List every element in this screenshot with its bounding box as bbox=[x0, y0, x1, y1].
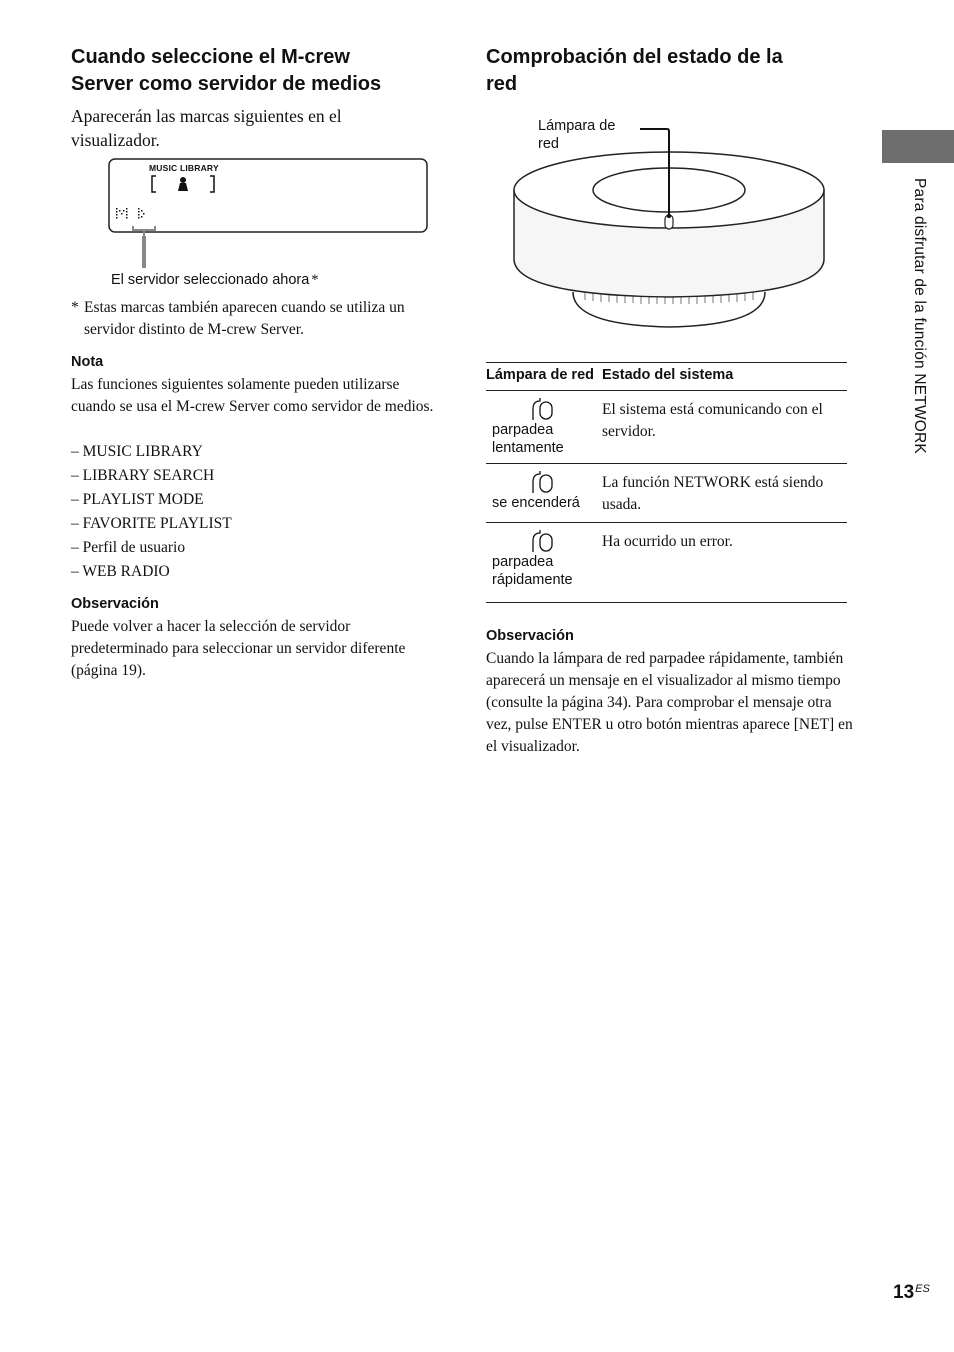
sidebar-title: Para disfrutar de la función NETWORK bbox=[911, 178, 928, 454]
page-number bbox=[893, 1282, 930, 1304]
lamp-label-line1: Lámpara de bbox=[538, 118, 616, 134]
table-row bbox=[486, 391, 847, 464]
table-row bbox=[486, 464, 847, 523]
list-item: – WEB RADIO bbox=[71, 563, 170, 580]
list-item: – Perfil de usuario bbox=[71, 539, 186, 556]
lamp-blink-fast-icon bbox=[532, 529, 554, 553]
footnote bbox=[71, 297, 446, 341]
lamp-status-table bbox=[486, 362, 847, 603]
display-illustration bbox=[108, 158, 430, 236]
footnote-asterisk: * bbox=[71, 299, 79, 316]
table-cell-state: El sistema está comunicando con el servidor. bbox=[602, 391, 847, 464]
table-cell-state: La función NETWORK está siendo usada. bbox=[602, 464, 847, 523]
footnote-text: Estas marcas también aparecen cuando se utiliza un servidor distinto de M-crew Server. bbox=[84, 299, 405, 338]
lamp-blink-slow-icon bbox=[532, 397, 554, 421]
display-label: MUSIC LIBRARY bbox=[149, 163, 219, 173]
right-title-line1: Comprobación del estado de la bbox=[486, 46, 783, 68]
list-item: – LIBRARY SEARCH bbox=[71, 467, 215, 484]
table-row bbox=[486, 523, 847, 603]
callout-label: El servidor seleccionado ahora bbox=[111, 272, 310, 288]
table-header-row bbox=[486, 363, 847, 391]
page-number-value: 13 bbox=[893, 1282, 915, 1303]
lamp-label-line2: red bbox=[538, 136, 559, 152]
lamp-state-label: parpadea rápidamente bbox=[492, 554, 573, 588]
lamp-state-label: parpadea lentamente bbox=[492, 422, 564, 456]
right-obs-heading: Observación bbox=[486, 628, 574, 644]
left-title-line1: Cuando seleccione el M-crew bbox=[71, 46, 350, 68]
left-obs-heading: Observación bbox=[71, 596, 159, 612]
callout-asterisk: * bbox=[311, 272, 319, 288]
lamp-state-label: se encenderá bbox=[492, 495, 580, 511]
page-language-suffix: ES bbox=[915, 1283, 930, 1295]
nota-heading: Nota bbox=[71, 354, 104, 370]
right-section-title bbox=[486, 44, 866, 98]
list-item: – FAVORITE PLAYLIST bbox=[71, 515, 232, 532]
table-header-state: Estado del sistema bbox=[602, 363, 847, 391]
left-section-title bbox=[71, 44, 471, 98]
table-header-lamp: Lámpara de red bbox=[486, 363, 602, 391]
left-title-line2: Server como servidor de medios bbox=[71, 73, 382, 95]
sidebar-tab-marker bbox=[882, 130, 954, 163]
right-title-line2: red bbox=[486, 73, 518, 95]
list-item: – PLAYLIST MODE bbox=[71, 491, 204, 508]
lamp-on-icon bbox=[532, 470, 554, 494]
callout-text bbox=[111, 271, 319, 289]
nota-text: Las funciones siguientes solamente pueden utilizarse cuando se usa el M-crew Server como servidor de medios. bbox=[71, 376, 434, 415]
table-cell-lamp bbox=[486, 523, 602, 603]
speaker-device-icon bbox=[505, 120, 835, 345]
callout-line bbox=[142, 236, 146, 268]
list-item: – MUSIC LIBRARY bbox=[71, 443, 203, 460]
table-cell-lamp bbox=[486, 391, 602, 464]
right-obs-text: Cuando la lámpara de red parpadee rápidamente, también aparecerá un mensaje en el visualizador al mismo tiempo (consulte la página 34). Para comprobar el mensaje otra vez, pulse ENTER u otro botón mientras aparece [NET] en el visualizador. bbox=[486, 650, 853, 755]
nota-list bbox=[71, 440, 232, 584]
table-cell-state: Ha ocurrido un error. bbox=[602, 523, 847, 603]
left-obs-text: Puede volver a hacer la selección de servidor predeterminado para seleccionar un servidor diferente (página 19). bbox=[71, 618, 406, 679]
device-illustration bbox=[505, 120, 835, 345]
left-intro: Aparecerán las marcas siguientes en el visualizador. bbox=[71, 106, 342, 150]
table-cell-lamp bbox=[486, 464, 602, 523]
